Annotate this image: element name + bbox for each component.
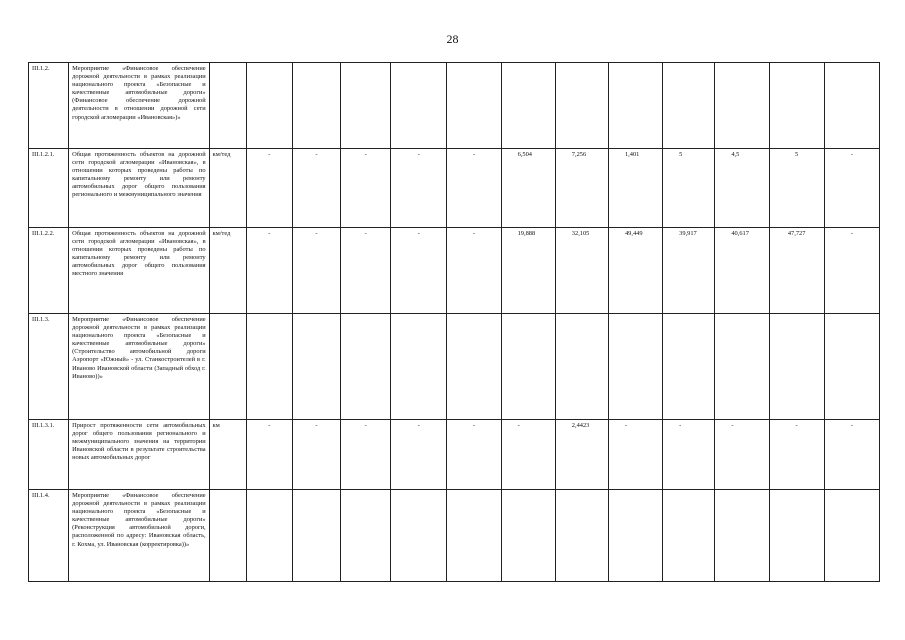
indicators-table bbox=[28, 62, 880, 582]
row-value: - bbox=[246, 228, 292, 314]
row-value bbox=[391, 490, 447, 582]
row-value bbox=[246, 314, 292, 420]
row-value bbox=[555, 490, 608, 582]
row-value: - bbox=[447, 420, 501, 490]
row-value bbox=[769, 63, 824, 149]
row-value: - bbox=[824, 228, 879, 314]
row-value: - bbox=[824, 420, 879, 490]
row-value: - bbox=[341, 228, 391, 314]
row-value: - bbox=[391, 420, 447, 490]
row-unit: км/тед bbox=[209, 228, 246, 314]
row-unit bbox=[209, 490, 246, 582]
row-value: 40,617 bbox=[715, 228, 769, 314]
row-value bbox=[391, 314, 447, 420]
row-value bbox=[555, 314, 608, 420]
row-value bbox=[292, 490, 340, 582]
row-description: Общая протяженность объектов на дорожной сети городской агломерации «Ивановская», в отношении которых проведены работы по капитальному ремонту или ремонту автомобильных дорог общего пользования местного значения bbox=[69, 228, 209, 314]
table-row bbox=[29, 314, 880, 420]
row-value bbox=[608, 63, 662, 149]
row-value: 5 bbox=[663, 149, 715, 228]
table-row bbox=[29, 490, 880, 582]
row-value: - bbox=[246, 420, 292, 490]
row-value bbox=[246, 63, 292, 149]
row-value: 1,401 bbox=[608, 149, 662, 228]
table-row bbox=[29, 149, 880, 228]
row-value: - bbox=[608, 420, 662, 490]
row-value: - bbox=[292, 420, 340, 490]
row-value bbox=[555, 63, 608, 149]
row-description: Мероприятие «Финансовое обеспечение дорожной деятельности в рамках реализации национального проекта «Безопасные и качественные автомобильные дороги» (Строительство автомобильной дороги Аэропорт «Южный» - ул. Станкостроителей в г. Иваново Ивановской области (Западный обход г. Иваново))» bbox=[69, 314, 209, 420]
row-value: - bbox=[391, 149, 447, 228]
row-value bbox=[447, 490, 501, 582]
row-value: - bbox=[341, 149, 391, 228]
row-value bbox=[501, 63, 555, 149]
row-value: - bbox=[341, 420, 391, 490]
row-value bbox=[501, 490, 555, 582]
row-value bbox=[608, 314, 662, 420]
row-value: 19,888 bbox=[501, 228, 555, 314]
row-value: 2,4423 bbox=[555, 420, 608, 490]
row-value bbox=[246, 490, 292, 582]
row-value bbox=[501, 314, 555, 420]
row-value: 5 bbox=[769, 149, 824, 228]
row-value bbox=[447, 63, 501, 149]
row-value: 47,727 bbox=[769, 228, 824, 314]
row-value: 32,105 bbox=[555, 228, 608, 314]
row-value: - bbox=[447, 149, 501, 228]
row-value: - bbox=[501, 420, 555, 490]
row-value bbox=[824, 490, 879, 582]
row-value: - bbox=[663, 420, 715, 490]
row-value: - bbox=[715, 420, 769, 490]
row-value bbox=[715, 490, 769, 582]
row-value bbox=[608, 490, 662, 582]
row-description: Мероприятие «Финансовое обеспечение дорожной деятельности в рамках реализации национального проекта «Безопасные и качественные автомобильные дороги» (Реконструкция автомобильной дороги, расположенной по адресу: Ивановская область, г. Кохма, ул. Ивановская (корректировка))» bbox=[69, 490, 209, 582]
row-value: - bbox=[391, 228, 447, 314]
row-value bbox=[341, 490, 391, 582]
row-value bbox=[715, 314, 769, 420]
row-value: - bbox=[769, 420, 824, 490]
row-unit: км/тед bbox=[209, 149, 246, 228]
row-code: III.1.2. bbox=[29, 63, 69, 149]
row-value bbox=[663, 490, 715, 582]
row-value bbox=[663, 63, 715, 149]
row-code: III.1.2.1. bbox=[29, 149, 69, 228]
row-value bbox=[341, 63, 391, 149]
row-unit bbox=[209, 314, 246, 420]
row-value: 7,256 bbox=[555, 149, 608, 228]
row-value bbox=[824, 314, 879, 420]
row-value: - bbox=[824, 149, 879, 228]
row-value: 4,5 bbox=[715, 149, 769, 228]
row-code: III.1.4. bbox=[29, 490, 69, 582]
row-unit bbox=[209, 63, 246, 149]
row-value bbox=[341, 314, 391, 420]
row-value bbox=[715, 63, 769, 149]
row-value: - bbox=[292, 228, 340, 314]
row-unit: км bbox=[209, 420, 246, 490]
row-value bbox=[447, 314, 501, 420]
row-value bbox=[391, 63, 447, 149]
row-value bbox=[769, 314, 824, 420]
page-number: 28 bbox=[446, 32, 459, 46]
row-description: Общая протяженность объектов на дорожной сети городской агломерации «Ивановская», в отношении которых проведены работы по капитальному ремонту или ремонту автомобильных дорог общего пользования регионального и межмуниципального значения bbox=[69, 149, 209, 228]
row-code: III.1.2.2. bbox=[29, 228, 69, 314]
row-code: III.1.3. bbox=[29, 314, 69, 420]
row-value: 39,917 bbox=[663, 228, 715, 314]
row-description: Прирост протяженности сети автомобильных дорог общего пользования регионального и межмуниципального значения на территории Ивановской области в результате строительства новых автомобильных дорог bbox=[69, 420, 209, 490]
row-code: III.1.3.1. bbox=[29, 420, 69, 490]
table-row bbox=[29, 228, 880, 314]
row-value: 49,449 bbox=[608, 228, 662, 314]
row-value bbox=[663, 314, 715, 420]
table-row bbox=[29, 420, 880, 490]
row-value: - bbox=[447, 228, 501, 314]
row-description: Мероприятие «Финансовое обеспечение дорожной деятельности в рамках реализации национального проекта «Безопасные и качественные автомобильные дороги» (Финансовое обеспечение дорожной деятельности в отношении дорожной сети городской агломерации «Ивановская»)» bbox=[69, 63, 209, 149]
table-row bbox=[29, 63, 880, 149]
row-value bbox=[292, 314, 340, 420]
row-value: 6,504 bbox=[501, 149, 555, 228]
row-value bbox=[292, 63, 340, 149]
row-value: - bbox=[292, 149, 340, 228]
row-value: - bbox=[246, 149, 292, 228]
row-value bbox=[824, 63, 879, 149]
row-value bbox=[769, 490, 824, 582]
